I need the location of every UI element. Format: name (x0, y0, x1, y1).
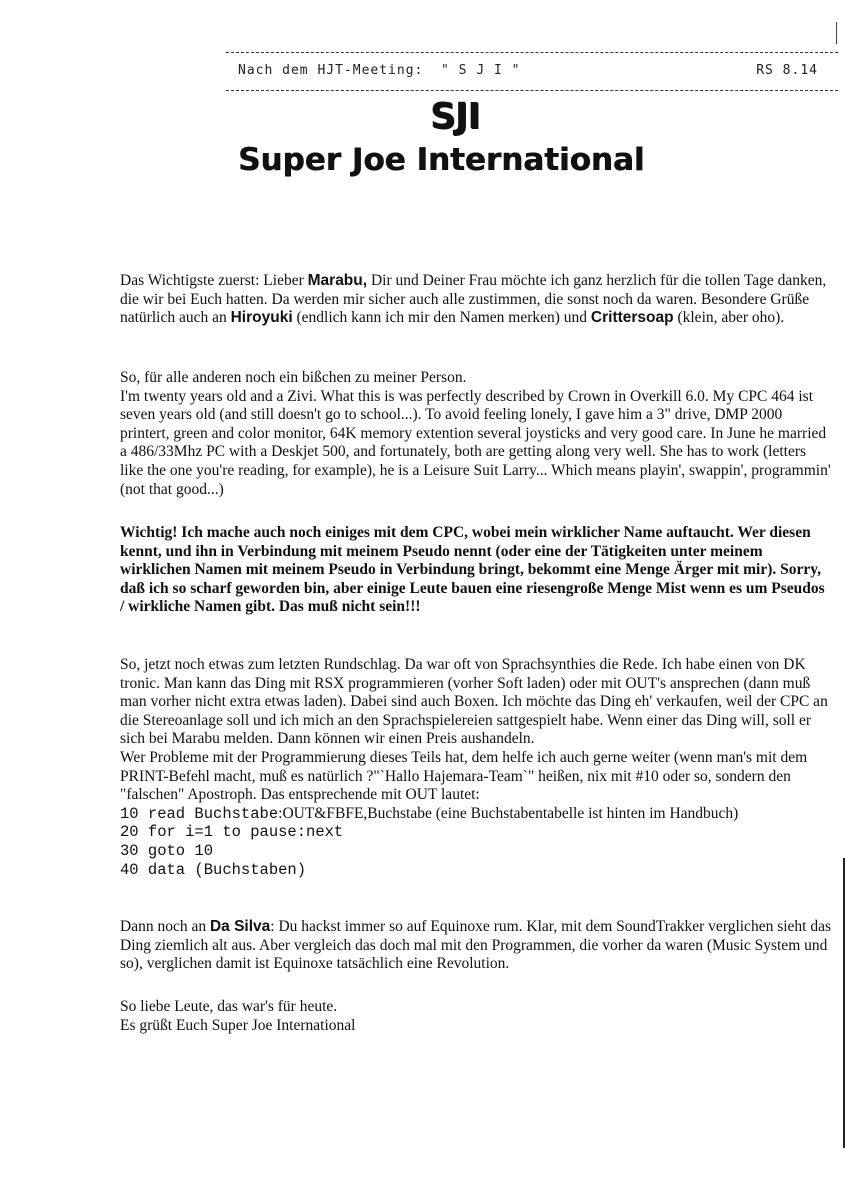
closing (120, 998, 832, 1035)
paragraph-speech-synth (120, 656, 832, 879)
paragraph-da-silva (120, 918, 832, 974)
margin-line (843, 858, 845, 1148)
article-title: Super Joe International (238, 142, 645, 178)
name-da-silva: Da Silva (209, 918, 271, 935)
header-rule-top (226, 52, 838, 53)
header-line (238, 63, 818, 83)
programming-help-text: Wer Probleme mit der Programmierung dieses Teils hat, dem helfe ich auch gerne weiter (wenn man's mit dem PRINT-Befehl macht, muß es natürlich ?"`Hallo Hajemara-Team`" heißen, nix mit #10 oder so, sondern den "falschen" Apostroph. Das entsprechende mit OUT lautet: (120, 748, 808, 804)
text: : Du hackst immer so auf Equinoxe rum. Klar, mit dem SoundTrakker verglichen sieht das Ding ziemlich alt aus. Aber vergleich das doch mal mit den Programmen, die vorher da waren (Music System und so), verglichen damit ist Equinoxe tatsächlich eine Revolution. (120, 918, 832, 973)
code-line-10 (120, 805, 832, 824)
person-intro: So, für alle anderen noch ein bißchen zu meiner Person. (120, 369, 467, 386)
paragraph-person (120, 369, 832, 499)
name-hiroyuki: Hiroyuki (230, 309, 293, 327)
name-crittersoap: Crittersoap (590, 309, 674, 327)
closing-line: So liebe Leute, das war's für heute. (120, 998, 338, 1015)
text: (endlich kann ich mir den Namen merken) und (292, 309, 591, 327)
sji-logo: SJI (430, 96, 480, 137)
header-title: Nach dem HJT-Meeting: " S J I " (238, 63, 521, 78)
text: Dann noch an (120, 918, 210, 935)
text: Das Wichtigste zuerst: Lieber (120, 272, 308, 289)
paragraph-thanks (120, 272, 832, 328)
code: 10 read Buchstabe (120, 804, 279, 823)
code-line-20: 20 for i=1 to pause:next (120, 823, 344, 842)
speech-synth-text: So, jetzt noch etwas zum letzten Rundschlag. Da war oft von Sprachsynthies die Rede. Ich habe einen von DK tronic. Man kann das Ding mit RSX programmieren (vorher Soft laden) oder mit OUT's ansprechen (dann muß man vorher nicht extra etwas laden). Dabei sind auch Boxen. Ich möchte das Ding eh' verkaufen, weil der CPC an die Stereoanlage soll und ich mich an den Sprachspielereien sattgespielt habe. Wenn einer das Ding will, soll er sich bei Marabu melden. Dann können wir einen Preis aushandeln. (120, 656, 828, 748)
paragraph-warning (120, 524, 832, 617)
warning-text: Wichtig! Ich mache auch noch einiges mit dem CPC, wobei mein wirklicher Name auftaucht. Wer diesen kennt, und ihn in Verbindung mit meinem Pseudo nennt (oder eine der Tätigkeiten unter meinem wirklichen Namen mit meinem Pseudo in Verbindung bringt, bekommt eine Menge Ärger mit mir). Sorry, daß ich so scharf geworden bin, aber einige Leute bauen eine riesengroße Menge Mist wenn es um Pseudos / wirkliche Namen gibt. Das muß nicht sein!!! (120, 524, 825, 616)
text: (klein, aber oho). (673, 309, 785, 327)
code-line-30: 30 goto 10 (120, 841, 214, 860)
code-comment: :OUT&FBFE,Buchstabe (eine Buchstabentabelle ist hinten im Handbuch) (278, 804, 739, 822)
text: Dir und Deiner Frau möchte ich ganz herzlich für die tollen Tage danken, die wir bei Euch hatten. Da werden mir sicher auch alle zustimmen, die sonst noch da waren. Besondere Grüße natürlich auch an (120, 272, 827, 327)
header-rule-bottom (226, 90, 838, 91)
margin-mark (836, 22, 837, 44)
signature-line: Es grüßt Euch Super Joe International (120, 1016, 356, 1034)
name-marabu: Marabu, (307, 272, 368, 289)
person-details: I'm twenty years old and a Zivi. What this is was perfectly described by Crown in Overkill 6.0. My CPC 464 ist seven years old (and still doesn't go to school...). To avoid feeling lonely, I gave him a 3" drive, DMP 2000 printert, green and color monitor, 64K memory extention several joysticks and very good care. In June he married a 486/33Mhz PC with a Deskjet 500, and fortunately, both are getting along very well. She has to work (letters like the one you're reading, for example), he is a Leisure Suit Larry... Which means playin', swappin', programmin' (not that good...) (120, 387, 831, 498)
header-page-ref: RS 8.14 (756, 63, 818, 78)
code-line-40: 40 data (Buchstaben) (120, 860, 307, 879)
